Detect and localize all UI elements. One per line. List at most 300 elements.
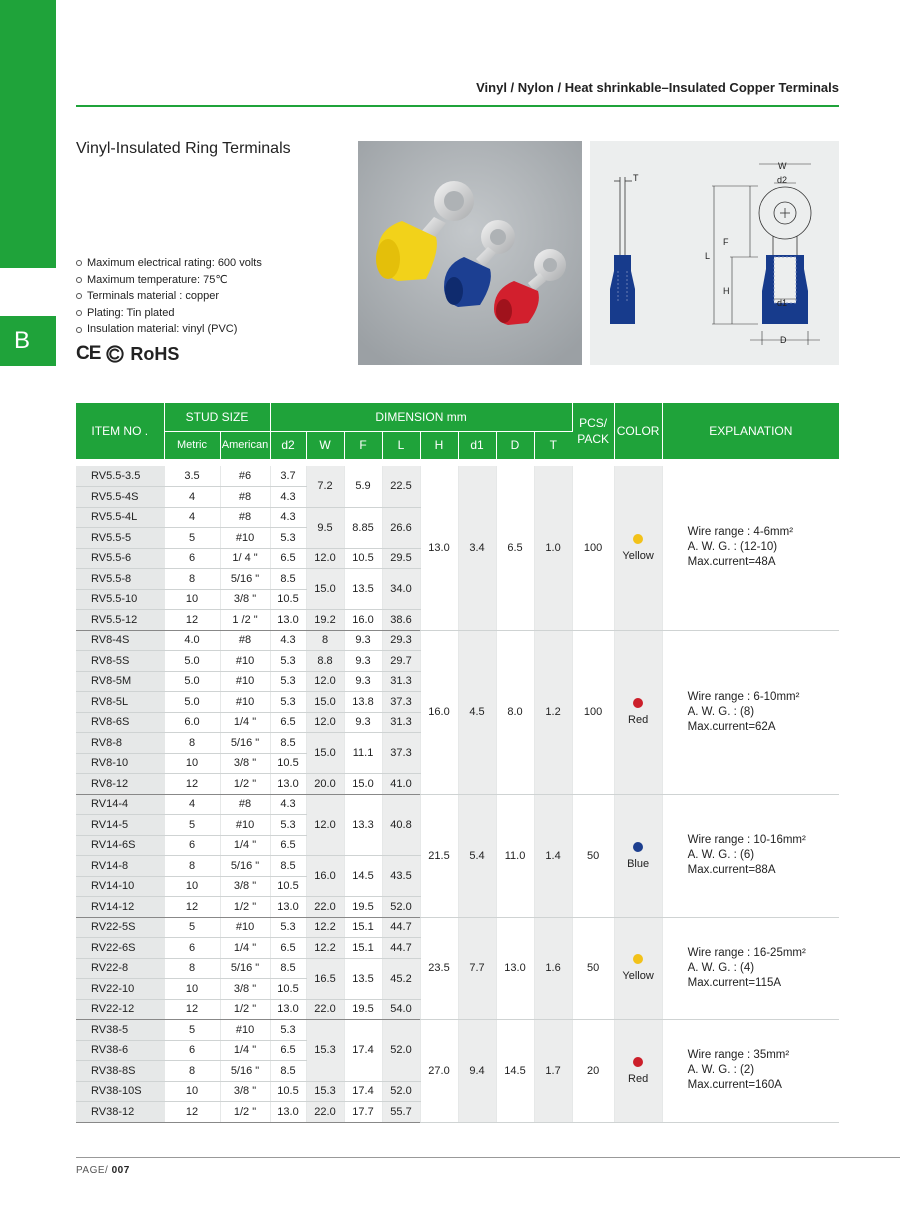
cell-d2: 13.0 [270,1102,306,1123]
cell-american: 1/2 " [220,999,270,1020]
cell-item-no: RV14-6S [76,835,164,856]
cell-d2: 6.5 [270,938,306,959]
cell-D: 14.5 [496,1020,534,1123]
cell-item-no: RV22-10 [76,979,164,1000]
cell-T: 1.0 [534,466,572,630]
cell-metric: 12 [164,897,220,918]
cell-item-no: RV38-6 [76,1040,164,1061]
cell-d2: 10.5 [270,589,306,610]
cell-metric: 6.0 [164,712,220,733]
cell-D: 6.5 [496,466,534,630]
cell-D: 13.0 [496,917,534,1020]
cell-W: 15.0 [306,733,344,774]
cell-W: 12.2 [306,938,344,959]
label-L: L [705,251,711,261]
table-row [76,794,839,815]
cell-american: 1/2 " [220,897,270,918]
header-title: Vinyl / Nylon / Heat shrinkable–Insulated Copper Terminals [476,80,839,95]
cell-item-no: RV8-5M [76,671,164,692]
cell-item-no: RV38-5 [76,1020,164,1041]
cell-metric: 10 [164,979,220,1000]
cell-american: #10 [220,671,270,692]
page-number: PAGE/ 007 [76,1165,130,1176]
explanation-line: A. W. G. : (2) [687,1064,755,1077]
cell-F: 13.8 [344,692,382,713]
cell-L: 44.7 [382,938,420,959]
cell-american: 1/2 " [220,1102,270,1123]
header-L: L [382,431,420,459]
header-F: F [344,431,382,459]
cell-L: 31.3 [382,712,420,733]
cell-H: 27.0 [420,1020,458,1123]
cell-L: 29.5 [382,548,420,569]
cell-L: 37.3 [382,733,420,774]
cell-F: 10.5 [344,548,382,569]
cell-item-no: RV8-4S [76,630,164,651]
cell-d2: 8.5 [270,856,306,877]
cell-d2: 5.3 [270,651,306,672]
cell-W: 20.0 [306,774,344,795]
spec-list [76,255,262,338]
cell-L: 31.3 [382,671,420,692]
cell-item-no: RV5.5-4S [76,487,164,508]
cell-d2: 8.5 [270,958,306,979]
cell-american: 3/8 " [220,589,270,610]
explanation-line: Max.current=62A [687,720,776,733]
label-D: D [780,335,787,345]
header-explanation: EXPLANATION [662,403,839,459]
header-stud-size: STUD SIZE [164,403,270,431]
cell-d2: 6.5 [270,548,306,569]
cell-metric: 12 [164,610,220,631]
cell-L: 52.0 [382,897,420,918]
cell-item-no: RV22-8 [76,958,164,979]
cell-F: 19.5 [344,999,382,1020]
cell-american: 5/16 " [220,569,270,590]
cell-d2: 13.0 [270,999,306,1020]
cell-item-no: RV8-12 [76,774,164,795]
cell-d2: 8.5 [270,733,306,754]
cell-F: 15.1 [344,917,382,938]
cell-T: 1.4 [534,794,572,917]
header-dimension: DIMENSION mm [270,403,572,431]
cell-pack: 100 [572,466,614,630]
cell-pack: 20 [572,1020,614,1123]
cell-d2: 13.0 [270,610,306,631]
cell-F: 13.5 [344,569,382,610]
cell-metric: 8 [164,856,220,877]
label-d2: d2 [777,175,788,185]
cell-L: 52.0 [382,1020,420,1082]
cell-american: #6 [220,466,270,487]
cell-F: 8.85 [344,507,382,548]
spec-item: Insulation material: vinyl (PVC) [76,321,262,338]
cell-item-no: RV38-10S [76,1081,164,1102]
cell-W: 15.0 [306,692,344,713]
cell-metric: 4 [164,507,220,528]
cell-F: 9.3 [344,651,382,672]
bullet-icon [76,260,82,266]
cell-metric: 12 [164,999,220,1020]
cell-explanation [662,466,839,630]
cell-F: 9.3 [344,630,382,651]
cell-L: 43.5 [382,856,420,897]
cell-item-no: RV22-6S [76,938,164,959]
explanation-line: Wire range : 10-16mm² [687,834,806,846]
label-d1: d1 [777,298,788,308]
header-rule [76,105,839,107]
color-dot-icon [633,698,643,708]
cell-item-no: RV5.5-6 [76,548,164,569]
section-tab: B [0,316,56,366]
cell-L: 26.6 [382,507,420,548]
cell-L: 45.2 [382,958,420,999]
cell-L: 22.5 [382,466,420,507]
cell-T: 1.2 [534,630,572,794]
header-W: W [306,431,344,459]
cell-L: 29.3 [382,630,420,651]
cell-T: 1.6 [534,917,572,1020]
cell-W: 15.3 [306,1020,344,1082]
cell-item-no: RV5.5-8 [76,569,164,590]
cell-W: 12.0 [306,794,344,856]
cell-d1: 4.5 [458,630,496,794]
cell-d2: 4.3 [270,630,306,651]
cell-W: 9.5 [306,507,344,548]
ccc-mark-icon [106,345,124,363]
header-american: American [220,431,270,459]
cell-metric: 6 [164,835,220,856]
cell-explanation [662,1020,839,1123]
cell-american: 3/8 " [220,1081,270,1102]
cell-T: 1.7 [534,1020,572,1123]
cell-L: 37.3 [382,692,420,713]
cell-color [614,917,662,1020]
cell-d2: 5.3 [270,671,306,692]
cell-d2: 5.3 [270,815,306,836]
cell-d2: 3.7 [270,466,306,487]
cell-metric: 10 [164,589,220,610]
explanation-line: Wire range : 16-25mm² [687,946,806,959]
cell-american: #10 [220,528,270,549]
cell-metric: 10 [164,753,220,774]
cell-american: #8 [220,630,270,651]
color-label: Yellow [622,970,654,983]
cell-F: 15.0 [344,774,382,795]
cell-L: 41.0 [382,774,420,795]
cell-W: 19.2 [306,610,344,631]
cell-d2: 5.3 [270,692,306,713]
bullet-icon [76,277,82,283]
cell-metric: 5 [164,1020,220,1041]
cell-F: 9.3 [344,712,382,733]
table-row [76,917,839,938]
cell-item-no: RV8-6S [76,712,164,733]
product-photo [358,141,582,365]
cell-W: 8 [306,630,344,651]
cell-d2: 10.5 [270,876,306,897]
cell-american: 1/4 " [220,938,270,959]
cell-color [614,466,662,630]
cell-d2: 5.3 [270,917,306,938]
cell-d2: 6.5 [270,835,306,856]
cell-W: 8.8 [306,651,344,672]
label-H: H [723,286,730,296]
cell-F: 13.3 [344,794,382,856]
table-row [76,466,839,487]
cell-metric: 5 [164,815,220,836]
explanation-line: A. W. G. : (4) [687,961,755,974]
spec-item: Maximum electrical rating: 600 volts [76,255,262,272]
spec-item: Plating: Tin plated [76,305,262,322]
cell-W: 22.0 [306,1102,344,1123]
cell-d2: 4.3 [270,487,306,508]
cell-explanation [662,794,839,917]
cell-item-no: RV5.5-12 [76,610,164,631]
cell-W: 12.2 [306,917,344,938]
cell-metric: 6 [164,938,220,959]
dimension-drawing [590,141,839,365]
cell-american: 1/ 4 " [220,548,270,569]
cell-W: 15.3 [306,1081,344,1102]
cell-F: 17.4 [344,1081,382,1102]
cell-american: 1/4 " [220,1040,270,1061]
cell-d2: 8.5 [270,1061,306,1082]
table-row [76,1020,839,1041]
cell-L: 54.0 [382,999,420,1020]
header-metric: Metric [164,431,220,459]
cell-F: 17.4 [344,1020,382,1082]
header-D: D [496,431,534,459]
side-view [610,177,635,324]
spec-table [76,403,839,1123]
cell-metric: 8 [164,1061,220,1082]
cell-F: 19.5 [344,897,382,918]
label-F: F [723,237,729,247]
header-pcs-pack: PCS/ PACK [572,403,614,459]
table-body [76,459,839,1122]
header-H: H [420,431,458,459]
cell-W: 12.0 [306,548,344,569]
header-d2: d2 [270,431,306,459]
cell-metric: 6 [164,548,220,569]
cell-F: 9.3 [344,671,382,692]
cell-metric: 8 [164,733,220,754]
bullet-icon [76,293,82,299]
certification-logos [76,343,179,365]
cell-d2: 13.0 [270,897,306,918]
cell-d2: 10.5 [270,753,306,774]
color-label: Blue [627,857,650,870]
cell-D: 8.0 [496,630,534,794]
cell-american: #10 [220,815,270,836]
color-label: Red [628,714,649,726]
table-spacer [76,459,839,466]
bullet-icon [76,327,82,333]
cell-H: 21.5 [420,794,458,917]
spec-table-wrap [76,403,839,1123]
cell-american: 3/8 " [220,876,270,897]
cell-american: 5/16 " [220,1061,270,1082]
cell-american: #8 [220,794,270,815]
cell-H: 16.0 [420,630,458,794]
cell-metric: 4.0 [164,630,220,651]
cell-L: 52.0 [382,1081,420,1102]
cell-item-no: RV14-8 [76,856,164,877]
table-row [76,630,839,651]
cell-item-no: RV22-5S [76,917,164,938]
header-d1: d1 [458,431,496,459]
spec-item: Terminals material : copper [76,288,262,305]
color-label: Yellow [622,549,654,562]
product-title: Vinyl-Insulated Ring Terminals [76,140,291,157]
cell-item-no: RV14-5 [76,815,164,836]
cell-F: 5.9 [344,466,382,507]
explanation-line: Max.current=48A [687,556,776,569]
cell-metric: 6 [164,1040,220,1061]
cell-L: 34.0 [382,569,420,610]
cell-american: 1/4 " [220,835,270,856]
bullet-icon [76,310,82,316]
cell-H: 23.5 [420,917,458,1020]
cell-american: #10 [220,651,270,672]
cell-d2: 8.5 [270,569,306,590]
cell-d2: 6.5 [270,712,306,733]
spec-item: Maximum temperature: 75℃ [76,272,262,289]
cell-american: 5/16 " [220,733,270,754]
cell-american: 5/16 " [220,856,270,877]
explanation-line: A. W. G. : (6) [687,849,755,861]
explanation-line: Max.current=115A [687,976,782,989]
cell-metric: 5.0 [164,692,220,713]
label-T: T [633,173,639,183]
cell-item-no: RV38-12 [76,1102,164,1123]
cell-american: #8 [220,507,270,528]
cell-item-no: RV8-5L [76,692,164,713]
cell-F: 17.7 [344,1102,382,1123]
cell-item-no: RV5.5-3.5 [76,466,164,487]
cell-metric: 5.0 [164,651,220,672]
cell-F: 13.5 [344,958,382,999]
cell-pack: 50 [572,917,614,1020]
cell-W: 12.0 [306,712,344,733]
explanation-line: Wire range : 4-6mm² [687,526,794,539]
color-dot-icon [633,534,643,544]
ce-mark-icon: CE [76,343,101,364]
cell-F: 11.1 [344,733,382,774]
cell-d1: 3.4 [458,466,496,630]
label-W: W [778,161,787,171]
cell-metric: 8 [164,569,220,590]
cell-d2: 5.3 [270,528,306,549]
explanation-line: A. W. G. : (8) [687,705,755,718]
cell-H: 13.0 [420,466,458,630]
cell-F: 14.5 [344,856,382,897]
cell-item-no: RV14-12 [76,897,164,918]
cell-d2: 10.5 [270,1081,306,1102]
cell-W: 15.0 [306,569,344,610]
cell-american: 5/16 " [220,958,270,979]
cell-W: 16.0 [306,856,344,897]
cell-L: 29.7 [382,651,420,672]
cell-d2: 4.3 [270,794,306,815]
cell-d2: 4.3 [270,507,306,528]
cell-d2: 5.3 [270,1020,306,1041]
cell-american: #10 [220,692,270,713]
cell-american: 3/8 " [220,753,270,774]
cell-F: 15.1 [344,938,382,959]
cell-metric: 5 [164,917,220,938]
cell-pack: 50 [572,794,614,917]
cell-item-no: RV5.5-5 [76,528,164,549]
cell-metric: 12 [164,774,220,795]
cell-american: 1/2 " [220,774,270,795]
side-color-bar [0,0,56,268]
cell-W: 16.5 [306,958,344,999]
cell-american: 1/4 " [220,712,270,733]
cell-item-no: RV22-12 [76,999,164,1020]
cell-F: 16.0 [344,610,382,631]
cell-W: 22.0 [306,897,344,918]
cell-d2: 13.0 [270,774,306,795]
cell-item-no: RV5.5-4L [76,507,164,528]
cell-metric: 5 [164,528,220,549]
cell-metric: 5.0 [164,671,220,692]
cell-explanation [662,917,839,1020]
cell-metric: 8 [164,958,220,979]
cell-d1: 5.4 [458,794,496,917]
cell-american: #8 [220,487,270,508]
cell-metric: 10 [164,1081,220,1102]
cell-W: 12.0 [306,671,344,692]
cell-color [614,630,662,794]
cell-item-no: RV8-8 [76,733,164,754]
cell-metric: 10 [164,876,220,897]
cell-american: 3/8 " [220,979,270,1000]
explanation-line: Wire range : 35mm² [687,1049,790,1062]
explanation-line: Max.current=160A [687,1079,782,1092]
explanation-line: Max.current=88A [687,864,776,876]
cell-american: 1 /2 " [220,610,270,631]
cell-metric: 3.5 [164,466,220,487]
cell-metric: 4 [164,487,220,508]
cell-color [614,794,662,917]
cell-item-no: RV38-8S [76,1061,164,1082]
cell-item-no: RV8-10 [76,753,164,774]
cell-L: 38.6 [382,610,420,631]
cell-metric: 12 [164,1102,220,1123]
cell-W: 7.2 [306,466,344,507]
cell-explanation [662,630,839,794]
cell-L: 44.7 [382,917,420,938]
cell-d1: 7.7 [458,917,496,1020]
cell-american: #10 [220,1020,270,1041]
footer-rule [76,1157,900,1158]
cell-L: 55.7 [382,1102,420,1123]
cell-color [614,1020,662,1123]
color-dot-icon [633,1057,643,1067]
color-label: Red [628,1072,649,1085]
cell-pack: 100 [572,630,614,794]
header-T: T [534,431,572,459]
cell-item-no: RV5.5-10 [76,589,164,610]
cell-metric: 4 [164,794,220,815]
header-item-no: ITEM NO . [76,403,164,459]
cell-item-no: RV8-5S [76,651,164,672]
cell-item-no: RV14-4 [76,794,164,815]
cell-item-no: RV14-10 [76,876,164,897]
color-dot-icon [633,842,643,852]
